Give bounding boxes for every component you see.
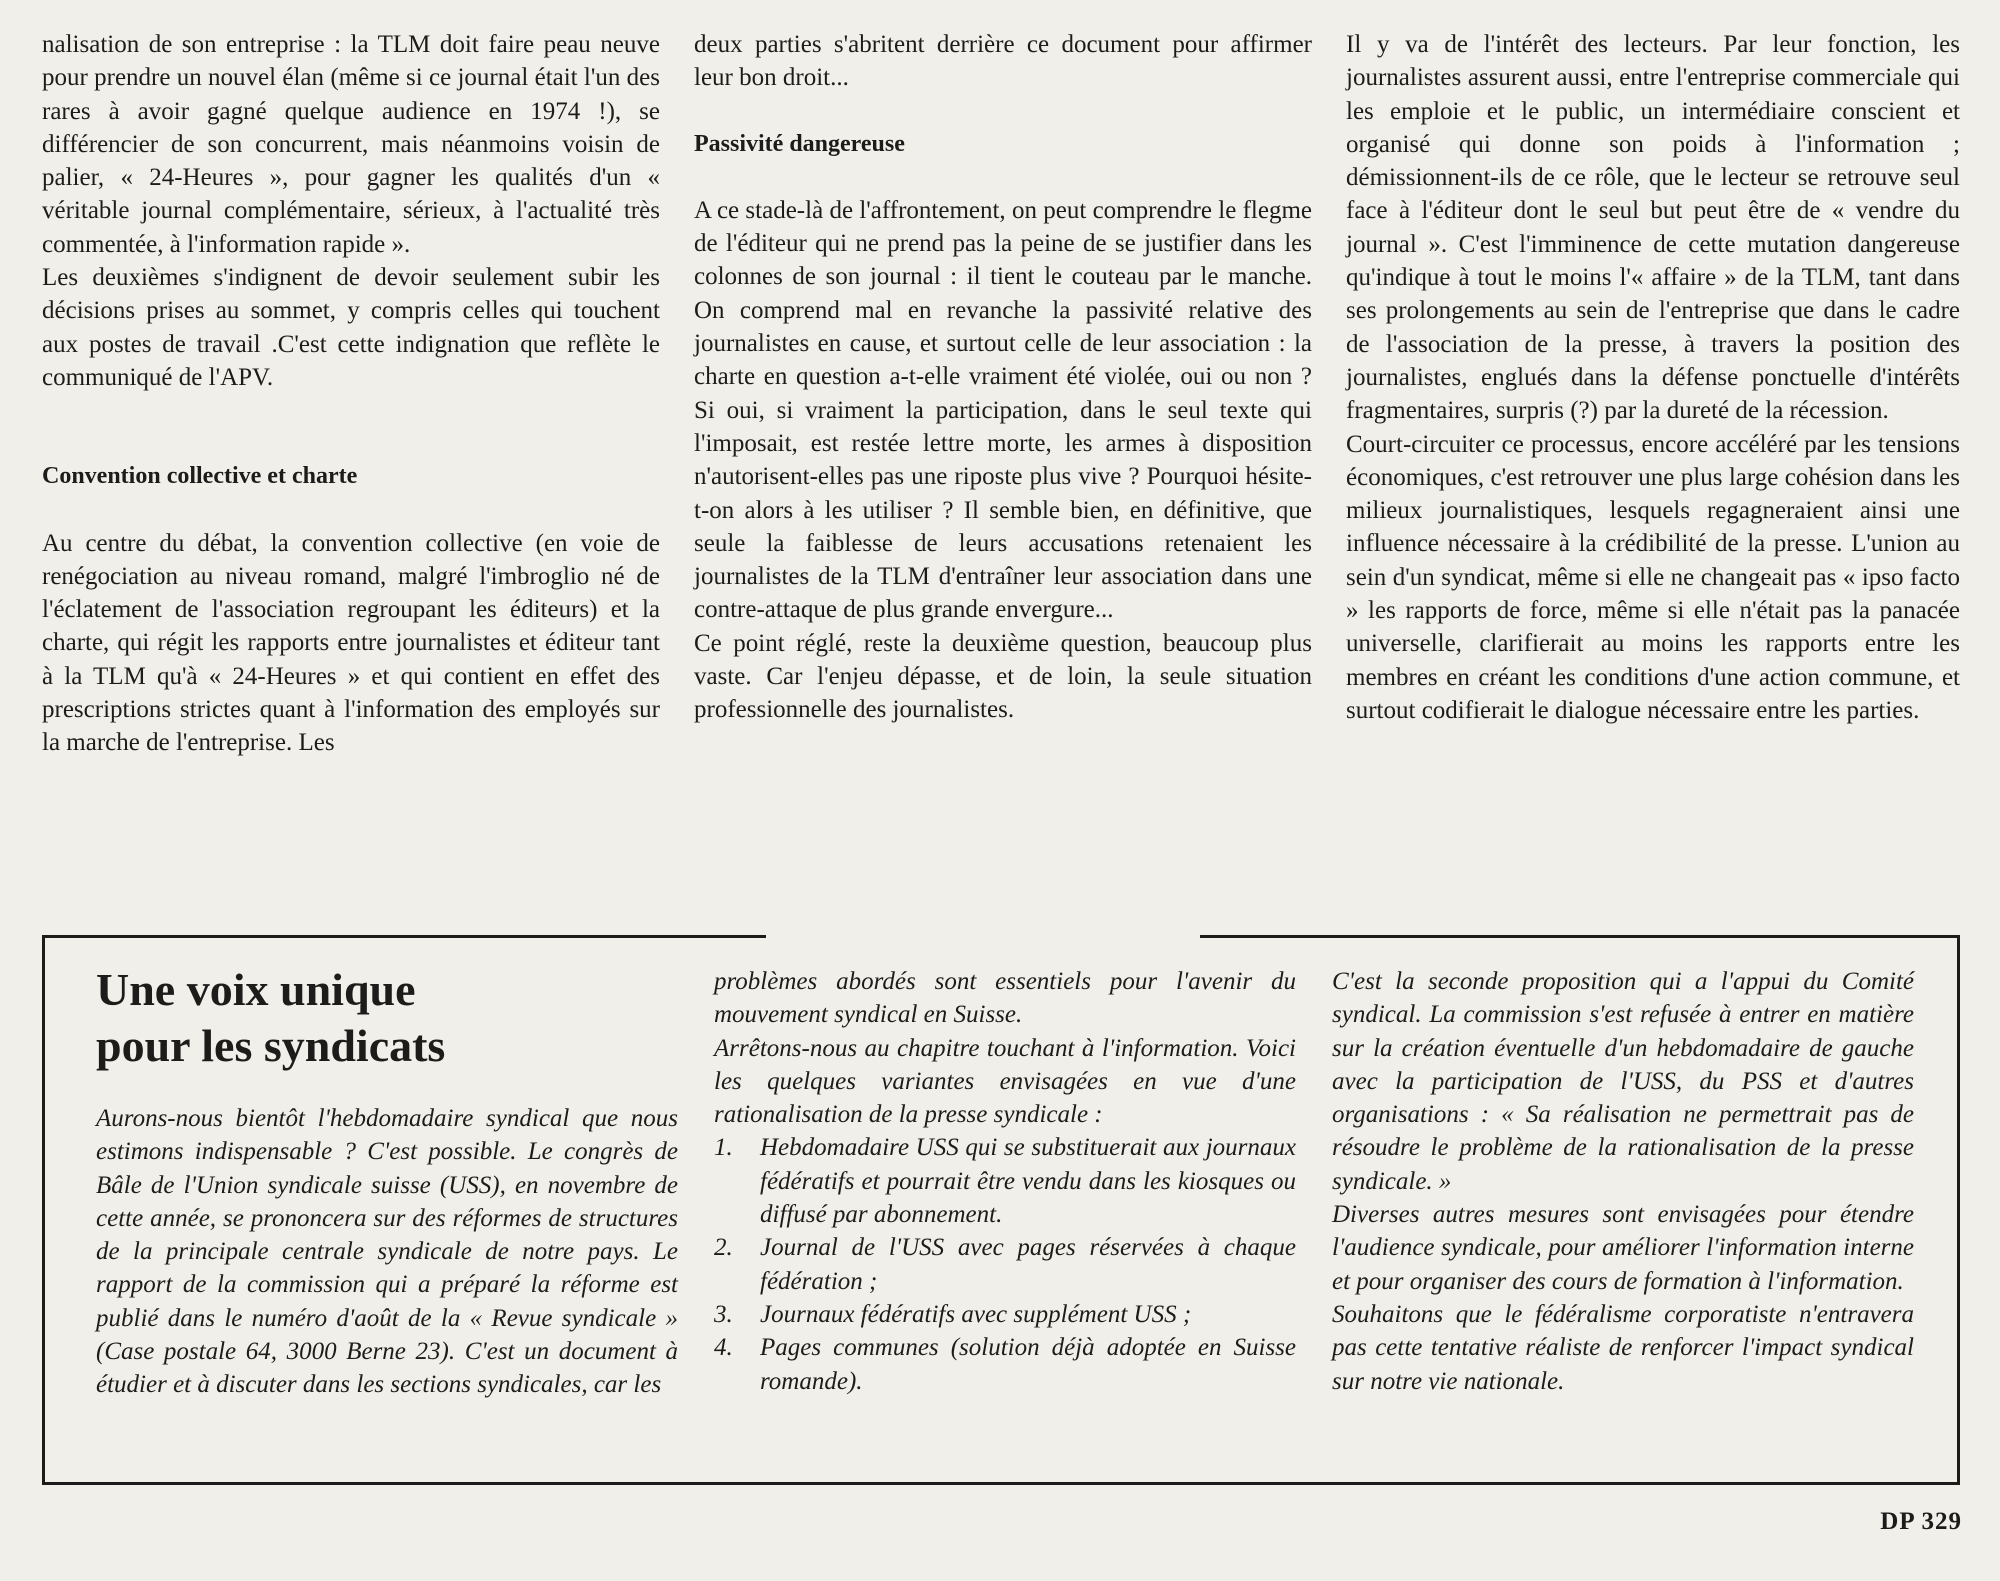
list-text: Journaux fédératifs avec supplément USS ; — [760, 1300, 1192, 1328]
box-paragraph: Aurons-nous bientôt l'hebdomadaire syndical que nous estimons indispensable ? C'est possible. Le congrès de Bâle de l'Union syndicale suisse (USS), en novembre de cette année, se prononcera sur des réformes de structures de la principale centrale syndicale de notre pays. Le rapport de la commission qui a préparé la réforme est publié dans le numéro d'août de la « Revue syndicale » (Case postale 64, 3000 Berne 23). C'est un document à étudier et à discuter dans les sections syndicales, car les — [96, 1105, 678, 1399]
section-heading: Convention collective et charte — [42, 463, 358, 490]
list-item — [714, 1131, 1296, 1231]
box-paragraph: Arrêtons-nous au chapitre touchant à l'information. Voici les quelques variantes envisagées en vue d'une rationalisation de la presse syndicale : — [714, 1034, 1296, 1129]
box-paragraph: C'est la seconde proposition qui a l'appui du Comité syndical. La commission s'est refusée à entrer en matière sur la création éventuelle d'un hebdomadaire de gauche avec la participation de l'USS, du PSS et d'autres organisations : « Sa réalisation ne permettrait pas de résoudre le problème de la rationalisation de la presse syndicale. » — [1332, 968, 1914, 1195]
list-number: 1. — [714, 1134, 733, 1162]
box-paragraph: Souhaitons que le fédéralisme corporatiste n'entravera pas cette tentative réaliste de renforcer l'impact syndical sur notre vie nationale. — [1332, 1300, 1914, 1395]
box-border-right — [1957, 935, 1960, 1485]
box-paragraph: problèmes abordés sont essentiels pour l'avenir du mouvement syndical en Suisse. — [714, 968, 1296, 1029]
article-paragraph: A ce stade-là de l'affrontement, on peut comprendre le flegme de l'éditeur qui ne prend pas la peine de se justifier dans les colonnes de son journal : il tient le couteau par le manche. On comprend mal en revanche la passivité relative des journalistes en cause, et surtout celle de leur association : la charte en question a-t-elle vraiment été violée, oui ou non ? Si oui, si vraiment la participation, dans le seul texte qui l'imposait, est restée lettre morte, les armes à disposition n'autorisent-elles pas une riposte plus vive ? Pourquoi hésite-t-on alors à les utiliser ? Il semble bien, en définitive, que seule la faiblesse de leurs accusations retenaient les journalistes de la TLM d'entraîner leur association dans une contre-attaque de plus grande envergure... — [694, 196, 1312, 624]
box-title — [96, 962, 696, 1074]
article-column-3 — [1346, 28, 1960, 727]
list-text: Pages communes (solution déjà adoptée en Suisse romande). — [760, 1334, 1296, 1395]
box-column-3 — [1332, 965, 1914, 1398]
article-paragraph: Il y va de l'intérêt des lecteurs. Par leur fonction, les journalistes assurent aussi, entre l'entreprise commerciale qui les emploie et le public, un intermédiaire conscient et organisé qui donne son poids à l'information ; démissionnent-ils de ce rôle, que le lecteur se retrouve seul face à l'éditeur dont le seul but peut être de « vendre du journal ». C'est l'imminence de cette mutation dangereuse qu'indique à tout le moins l'« affaire » de la TLM, tant dans ses prolongements au sein de l'entreprise que dans le cadre de l'association de la presse, à travers la position des journalistes, englués dans la défense ponctuelle d'intérêts fragmentaires, surpris (?) par la dureté de la récession. — [1346, 31, 1960, 425]
list-number: 3. — [714, 1300, 733, 1328]
article-paragraph: deux parties s'abritent derrière ce document pour affirmer leur bon droit... — [694, 31, 1312, 92]
list-item — [714, 1331, 1296, 1398]
list-text: Hebdomadaire USS qui se substituerait aux journaux fédératifs et pourrait être vendu dans les kiosques ou diffusé par abonnement. — [760, 1134, 1296, 1229]
article-paragraph: Ce point réglé, reste la deuxième question, beaucoup plus vaste. Car l'enjeu dépasse, et de loin, la seule situation professionnelle des journalistes. — [694, 629, 1312, 724]
box-border-bottom — [42, 1482, 1960, 1485]
box-title-line: Une voix unique — [96, 964, 416, 1015]
box-paragraph: Diverses autres mesures sont envisagées pour étendre l'audience syndicale, pour améliorer l'information interne et pour organiser des cours de formation à l'information. — [1332, 1201, 1914, 1295]
article-paragraph: Les deuxièmes s'indignent de devoir seulement subir les décisions prises au sommet, y compris celles qui touchent aux postes de travail .C'est cette indignation que reflète le communiqué de l'APV. — [42, 264, 660, 391]
article-paragraph: Au centre du débat, la convention collective (en voie de renégociation au niveau romand, malgré l'imbroglio né de l'éclatement de l'association regroupant les éditeurs) et la charte, qui régit les rapports entre journalistes et éditeur tant à la TLM qu'à « 24-Heures » et qui contient en effet des prescriptions strictes quant à l'information des employés sur la marche de l'entreprise. Les — [42, 529, 660, 757]
box-border-top-left — [42, 935, 766, 938]
variants-list — [714, 1131, 1296, 1397]
list-number: 2. — [714, 1234, 733, 1262]
page-number: DP 329 — [1880, 1508, 1962, 1535]
box-border-top-right — [1200, 935, 1960, 938]
box-title-line: pour les syndicats — [96, 1020, 446, 1071]
list-number: 4. — [714, 1334, 733, 1362]
list-item — [714, 1231, 1296, 1298]
box-column-2 — [714, 965, 1296, 1398]
list-item — [714, 1298, 1296, 1331]
list-text: Journal de l'USS avec pages réservées à chaque fédération ; — [760, 1234, 1296, 1295]
article-column-2 — [694, 28, 1312, 727]
article-paragraph: nalisation de son entreprise : la TLM doit faire peau neuve pour prendre un nouvel élan (même si ce journal était l'un des rares à avoir gagné quelque audience en 1974 !), se différencier de son concurrent, mais néanmoins voisin de palier, « 24-Heures », pour gagner les qualités d'un « véritable journal complémentaire, sérieux, à l'actualité très commentée, à l'information rapide ». — [42, 31, 660, 258]
article-paragraph: Court-circuiter ce processus, encore accéléré par les tensions économiques, c'est retrouver une plus large cohésion dans les milieux journalistiques, lesquels regagneraient ainsi une influence nécessaire à la crédibilité de la presse. L'union au sein d'un syndicat, même si elle ne changeait pas « ipso facto » les rapports de force, même si elle n'était pas la panacée universelle, clarifierait au moins les rapports entre les membres en créant les conditions d'une action commune, et surtout codifierait le dialogue nécessaire entre les parties. — [1346, 430, 1960, 724]
article-column-1 — [42, 28, 660, 760]
box-border-left — [42, 935, 45, 1485]
box-column-1 — [96, 1102, 678, 1402]
section-heading: Passivité dangereuse — [694, 130, 905, 157]
